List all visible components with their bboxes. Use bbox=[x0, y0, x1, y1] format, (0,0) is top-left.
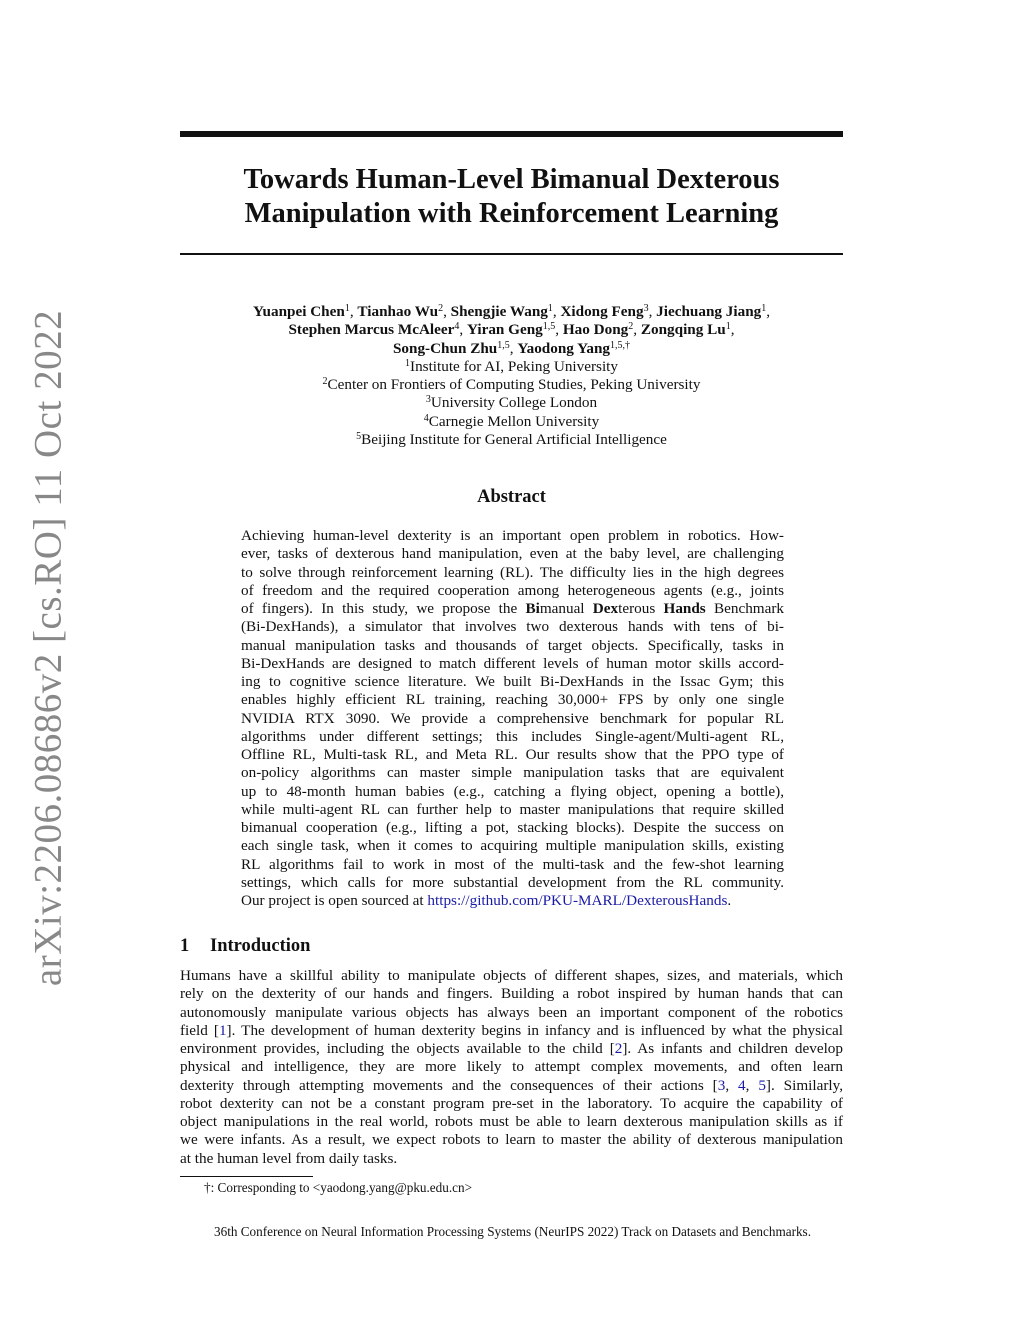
venue-footer: 36th Conference on Neural Information Processing Systems (NeurIPS 2022) Track on Datasets and Benchmarks. bbox=[214, 1224, 811, 1239]
intro-line: environment provides, including the objects available to the child [2]. As infants and children develop bbox=[180, 1040, 843, 1057]
author-name: Song-Chun Zhu bbox=[392, 339, 498, 357]
citation-link[interactable]: 5 bbox=[758, 1076, 766, 1094]
title-line-2: Manipulation with Reinforcement Learning bbox=[244, 198, 779, 229]
abstract-text: manual bbox=[539, 600, 593, 617]
abstract-line: Offline RL, Multi-task RL, and Meta RL. Our results show that the PPO type of bbox=[241, 746, 784, 763]
affiliation-text: Carnegie Mellon University bbox=[428, 412, 600, 430]
abstract-line-benchmark bbox=[241, 600, 784, 618]
affiliation-sup: 4 bbox=[423, 412, 429, 424]
abstract-text: terous bbox=[618, 600, 664, 617]
author-name: Yuanpei Chen bbox=[252, 303, 345, 320]
section-title: Introduction bbox=[210, 936, 311, 956]
affiliation-sup: 5 bbox=[356, 431, 362, 443]
abstract-text: Our project is open sourced at bbox=[241, 892, 428, 909]
abstract-text: of fingers). In this study, we propose the bbox=[241, 600, 526, 617]
author-sup: 1,5,† bbox=[610, 339, 631, 351]
affiliation-sup: 1 bbox=[405, 357, 411, 369]
affiliation bbox=[180, 431, 843, 449]
section-heading-introduction bbox=[180, 936, 310, 957]
citation-link[interactable]: 3 bbox=[717, 1076, 726, 1094]
intro-line: physical and intelligence, they are more likely to attempt complex movements, and often learn bbox=[180, 1058, 843, 1076]
author-line-1: Yuanpei Chen$^1$, Tianhao Wu$^2$, Shengjie Wang$^1$, Xidong Feng$^3$, Jiechuang Jiang$^1$, bbox=[252, 303, 771, 320]
affiliation-text: University College London bbox=[430, 394, 598, 412]
abstract-line: algorithms under different settings; this includes Single-agent/Multi-agent RL, bbox=[241, 727, 784, 745]
abstract-body bbox=[241, 527, 784, 910]
abstract-bold: Hands bbox=[663, 600, 706, 617]
footnote: †: Corresponding to <yaodong.yang@pku.edu.cn> bbox=[204, 1180, 473, 1195]
affiliation-sup: 2 bbox=[322, 376, 328, 388]
abstract-line: RL algorithms fail to work in most of the multi-task and the few-shot learning bbox=[241, 855, 784, 873]
abstract-line: ing to cognitive science literature. We built Bi-DexHands in the Issac Gym; this bbox=[241, 673, 784, 690]
abstract-line: of freedom and the required cooperation among heterogeneous agents (e.g., joints bbox=[241, 581, 784, 599]
abstract-line: bimanual cooperation (e.g., lifting a pot, stacking blocks). Despite the success on bbox=[241, 819, 784, 836]
title-line-1: Towards Human-Level Bimanual Dexterous bbox=[243, 164, 780, 195]
title-rule-bottom bbox=[180, 253, 843, 255]
author-name: Jiechuang Jiang bbox=[656, 303, 762, 320]
author-sup: 2 bbox=[628, 321, 634, 333]
author-name: Yaodong Yang bbox=[517, 339, 611, 357]
abstract-line: each single task, when it comes to acquiring multiple manipulation skills, existing bbox=[241, 837, 784, 855]
abstract-line: Achieving human-level dexterity is an important open problem in robotics. How- bbox=[241, 527, 784, 544]
abstract-line: while multi-agent RL can further help to master manipulations that require skilled bbox=[241, 800, 784, 818]
author-sup: 1,5 bbox=[497, 339, 510, 351]
author-sup: 1 bbox=[725, 321, 731, 333]
intro-line: we were infants. As a result, we expect robots to learn to master the ability of dexterous manipulation bbox=[180, 1131, 843, 1149]
intro-line: Humans have a skillful ability to manipulate objects of different shapes, sizes, and materials, which bbox=[180, 967, 843, 984]
title-rule-top bbox=[180, 131, 843, 137]
intro-line: field [1]. The development of human dexterity begins in infancy and is influenced by what the physical bbox=[180, 1021, 843, 1039]
author-name: Tianhao Wu bbox=[357, 303, 439, 320]
abstract-text: Benchmark bbox=[705, 600, 784, 617]
author-block bbox=[180, 303, 843, 449]
intro-line: object manipulations in the real world, robots must be able to learn dexterous manipulation skills as if bbox=[180, 1113, 843, 1130]
author-sup: 1 bbox=[761, 303, 767, 314]
abstract-line: enables highly efficient RL training, reaching 30,000+ FPS by only one single bbox=[241, 691, 784, 709]
intro-line: autonomously manipulate various objects has always been an important component of the robotics bbox=[180, 1003, 843, 1021]
intro-line: rely on the dexterity of our hands and fingers. Building a robot inspired by human hands that can bbox=[180, 985, 843, 1003]
citation-link[interactable]: 4 bbox=[738, 1076, 746, 1094]
affiliation-sup: 3 bbox=[425, 394, 431, 406]
author-sup: 1 bbox=[547, 303, 553, 314]
intro-line: at the human level from daily tasks. bbox=[180, 1149, 398, 1167]
author-line-2: Stephen Marcus McAleer$^4$, Yiran Geng$^{1,5}$, Hao Dong$^2$, Zongqing Lu$^1$, bbox=[288, 321, 735, 339]
affiliation-text: Institute for AI, Peking University bbox=[410, 357, 618, 375]
author-name: Zongqing Lu bbox=[640, 321, 726, 339]
footnote-rule bbox=[180, 1176, 313, 1177]
abstract-bold: Bi bbox=[525, 600, 540, 617]
intro-line: robot dexterity can not be a constant program pre-set in the laboratory. To acquire the capability of bbox=[180, 1094, 843, 1112]
author-name: Hao Dong bbox=[562, 321, 629, 339]
abstract-line: to solve through reinforcement learning (RL). The difficulty lies in the high degrees bbox=[241, 563, 784, 581]
abstract-line: (Bi-DexHands), a simulator that involves two dexterous hands with tens of bi- bbox=[241, 618, 784, 636]
author-sup: 3 bbox=[643, 303, 649, 314]
abstract-line: ever, tasks of dexterous hand manipulation, even at the baby level, are challenging bbox=[241, 545, 784, 563]
affiliation-text: Center on Frontiers of Computing Studies, Peking University bbox=[327, 376, 701, 394]
author-name: Shengjie Wang bbox=[450, 303, 548, 320]
abstract-line-last bbox=[241, 892, 784, 910]
author-name: Yiran Geng bbox=[466, 321, 543, 339]
author-sup: 1 bbox=[344, 303, 350, 314]
section-number: 1 bbox=[180, 936, 190, 956]
author-name: Xidong Feng bbox=[560, 303, 644, 320]
abstract-heading: Abstract bbox=[477, 487, 546, 507]
abstract-line: on-policy algorithms can master simple manipulation tasks that are equivalent bbox=[241, 764, 784, 782]
author-sup: 1,5 bbox=[542, 321, 556, 333]
author-sup: 2 bbox=[438, 303, 444, 314]
author-sup: 4 bbox=[454, 321, 460, 333]
abstract-line: settings, which calls for more substantial development from the RL community. bbox=[241, 873, 784, 891]
author-line-3: Song-Chun Zhu$^{1,5}$, Yaodong Yang$^{1,5,\dagger}$ bbox=[392, 339, 631, 357]
github-link[interactable]: https://github.com/PKU-MARL/DexterousHands bbox=[427, 892, 728, 909]
affiliation bbox=[180, 394, 843, 412]
intro-line: dexterity through attempting movements and the consequences of their actions [3, 4, 5]. Similarly, bbox=[180, 1076, 844, 1094]
author-name: Stephen Marcus McAleer bbox=[288, 321, 455, 339]
affiliation bbox=[180, 376, 843, 394]
arxiv-stamp: arXiv:2206.08686v2 [cs.RO] 11 Oct 2022 bbox=[26, 309, 70, 987]
affiliation bbox=[180, 358, 843, 376]
abstract-bold: Dex bbox=[592, 600, 619, 617]
abstract-line: Bi-DexHands are designed to match different levels of human motor skills accord- bbox=[241, 654, 784, 672]
abstract-line: manual manipulation tasks and thousands of target objects. Specifically, tasks in bbox=[241, 636, 784, 654]
introduction-body bbox=[180, 967, 843, 1168]
citation-link[interactable]: 2 bbox=[614, 1040, 623, 1057]
citation-link[interactable]: 1 bbox=[218, 1021, 227, 1039]
affiliation-text: Beijing Institute for General Artificial Intelligence bbox=[361, 431, 667, 449]
abstract-text: . bbox=[727, 892, 732, 909]
paper-title bbox=[180, 163, 843, 231]
affiliation bbox=[180, 413, 843, 431]
abstract-line: up to 48-month human babies (e.g., catching a flying object, opening a bottle), bbox=[241, 782, 784, 800]
abstract-line: NVIDIA RTX 3090. We provide a comprehensive benchmark for popular RL bbox=[241, 709, 784, 727]
